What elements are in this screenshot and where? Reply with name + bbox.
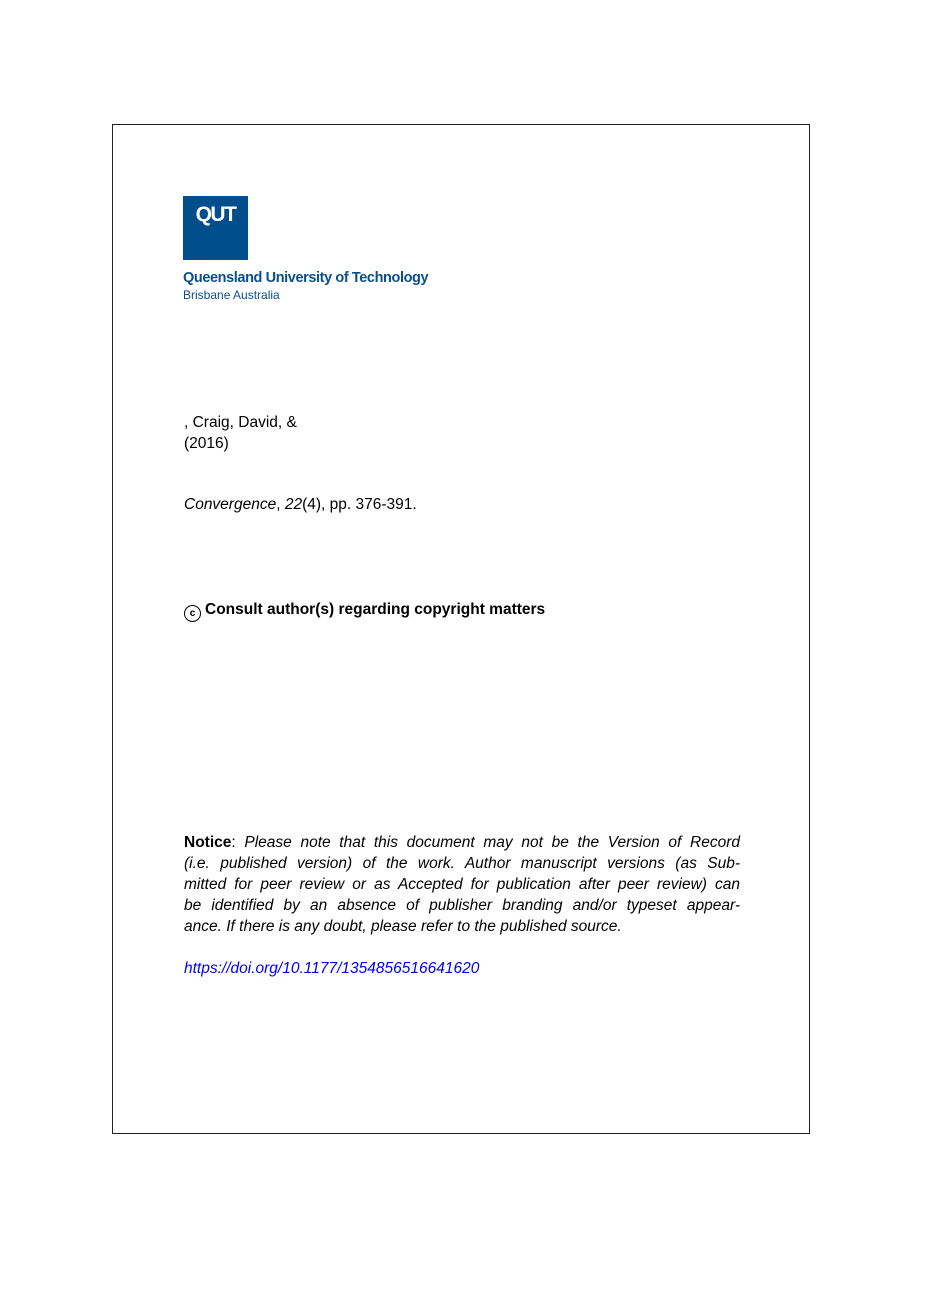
- logo-abbr: QUT: [195, 203, 236, 226]
- notice-line: [184, 874, 740, 895]
- notice-line: [184, 853, 740, 874]
- notice-text: ance. If there is any doubt, please refer to the published source.: [184, 918, 622, 935]
- qut-logo: [183, 196, 248, 260]
- year-line: (2016): [184, 435, 229, 452]
- notice-line: [184, 832, 740, 853]
- copyright-icon: c: [184, 605, 201, 622]
- notice-colon: :: [231, 834, 245, 851]
- notice-line: [184, 916, 740, 937]
- doi-link[interactable]: https://doi.org/10.1177/1354856516641620: [184, 960, 480, 977]
- journal-title: Convergence: [184, 496, 277, 513]
- notice-label: Notice: [184, 834, 232, 851]
- citation-line: [184, 496, 417, 514]
- notice-paragraph: [184, 832, 740, 937]
- notice-line: [184, 895, 740, 916]
- authors-line: , Craig, David, &: [184, 414, 297, 431]
- author-block: [184, 412, 297, 454]
- notice-text: be identified by an absence of publisher branding and/or typeset appear-: [184, 897, 740, 914]
- journal-pages: , pp. 376-391.: [321, 496, 417, 513]
- institution-name: Queensland University of Technology: [183, 270, 429, 286]
- copyright-text: Consult author(s) regarding copyright matters: [205, 601, 546, 618]
- notice-text: mitted for peer review or as Accepted for publication after peer review) can: [184, 876, 740, 893]
- journal-issue: (4): [302, 496, 322, 513]
- institution-location: Brisbane Australia: [183, 288, 280, 302]
- notice-text: Please note that this document may not be the Version of Record: [244, 834, 740, 851]
- copyright-notice: [184, 601, 545, 622]
- journal-volume: 22: [284, 496, 303, 513]
- notice-text: (i.e. published version) of the work. Author manuscript versions (as Sub-: [184, 855, 740, 872]
- citation-separator: ,: [276, 496, 285, 513]
